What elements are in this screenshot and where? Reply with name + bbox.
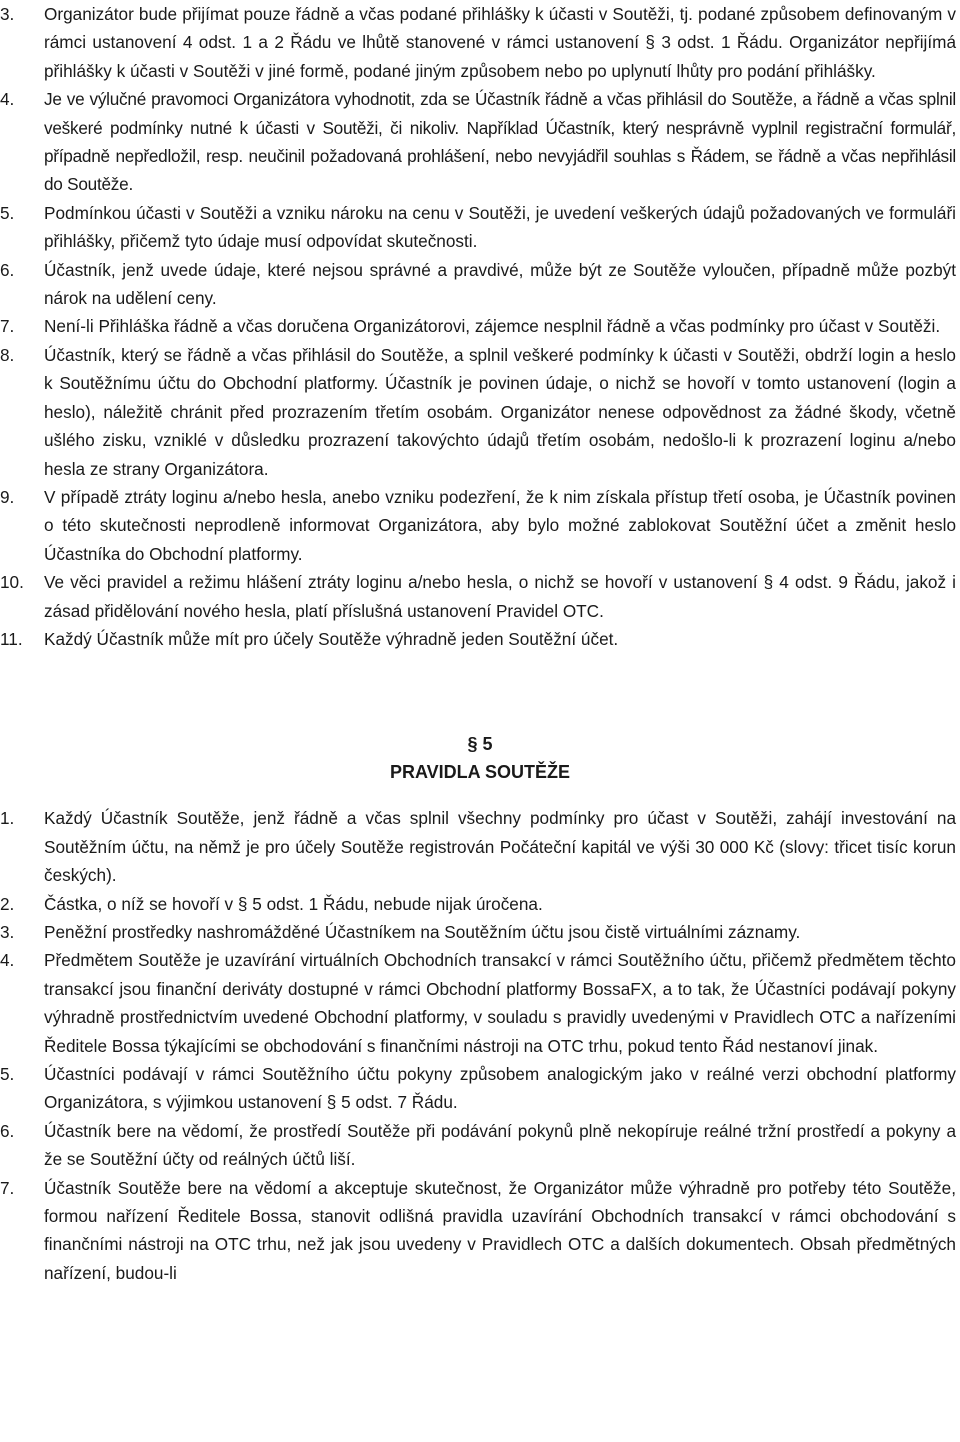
list-item [0, 256, 960, 313]
section-4-items [0, 0, 960, 653]
section-sign: § 5 [467, 734, 493, 755]
item-text: Peněžní prostředky nashromážděné Účastníkem na Soutěžním účtu jsou čistě virtuálními záznamy. [44, 921, 801, 942]
item-number: 5. [0, 202, 15, 223]
item-text: Ve věci pravidel a režimu hlášení ztráty loginu a/nebo hesla, o nichž se hovoří v ustanovení § 4 odst. 9 Řádu, jakož i zásad přidělování nového hesla, platí příslušná ustanovení Pravidel OTC. [44, 572, 956, 621]
list-item [0, 312, 960, 340]
list-item [0, 918, 960, 946]
item-text: Je ve výlučné pravomoci Organizátora vyhodnotit, zda se Účastník řádně a včas přihlásil do Soutěže, a řádně a včas splnil veškeré podmínky nutné k účasti v Soutěži, či nikoliv. Například Účastník, který nesprávně vyplnil registrační formulář, případně nepředložil, resp. neučinil požadovaná prohlášení, nebo nevyjádřil souhlas s Řádem, se řádně a včas nepřihlásil do Soutěže. [44, 89, 956, 195]
item-number: 10. [0, 572, 24, 593]
list-item [0, 946, 960, 1060]
list-item [0, 625, 960, 653]
item-text: Účastník, který se řádně a včas přihlásil do Soutěže, a splnil veškeré podmínky k účasti v Soutěži, obdrží login a heslo k Soutěžnímu účtu do Obchodní platformy. Účastník je povinen údaje, o nichž se hovoří v tomto ustanovení (login a heslo), náležitě chránit před prozrazením třetím osobám. Organizátor nenese odpovědnost za žádné škody, včetně ušlého zisku, vzniklé v důsledku prozrazení takovýchto údajů třetím osobám, nedošlo-li k prozrazení loginu a/nebo hesla ze strany Organizátora. [44, 344, 956, 479]
list-item [0, 483, 960, 568]
item-number: 4. [0, 89, 15, 110]
list-item [0, 0, 960, 85]
item-text: Částka, o níž se hovoří v § 5 odst. 1 Řádu, nebude nijak úročena. [44, 893, 543, 914]
section-title: PRAVIDLA SOUTĚŽE [389, 762, 570, 783]
item-text: Každý Účastník Soutěže, jenž řádně a včas splnil všechny podmínky pro účast v Soutěži, zahájí investování na Soutěžním účtu, na němž je pro účely Soutěže registrován Počáteční kapitál ve výši 30 000 Kč (slovy: třicet tisíc korun českých). [44, 808, 956, 886]
item-text: Organizátor bude přijímat pouze řádně a včas podané přihlášky k účasti v Soutěži, tj. podané způsobem definovaným v rámci ustanovení 4 odst. 1 a 2 Řádu ve lhůtě stanovené v rámci ustanovení § 3 odst. 1 Řádu. Organizátor nepřijímá přihlášky k účasti v Soutěži v jiné formě, podané jiným způsobem nebo po uplynutí lhůty pro podání přihlášky. [44, 4, 956, 81]
item-number: 6. [0, 259, 15, 280]
item-number: 1. [0, 808, 15, 829]
list-item [0, 804, 960, 889]
item-text: Každý Účastník může mít pro účely Soutěže výhradně jeden Soutěžní účet. [44, 628, 619, 649]
list-item [0, 1060, 960, 1117]
item-text: Účastník bere na vědomí, že prostředí Soutěže při podávání pokynů plně nekopíruje reálné tržní prostředí a pokyny a že se Soutěžní účty od reálných účtů liší. [44, 1120, 956, 1170]
list-item [0, 568, 960, 625]
item-number: 11. [0, 628, 23, 649]
item-number: 2. [0, 893, 15, 914]
item-number: 3. [0, 921, 15, 942]
item-text: Účastník Soutěže bere na vědomí a akceptuje skutečnost, že Organizátor může výhradně pro potřeby této Soutěže, formou nařízení Ředitele Bossa, stanovit odlišná pravidla uzavírání Obchodních transakcí v rámci obchodování s finančními nástroji na OTC trhu, než jak jsou uvedeny v Pravidlech OTC a dalších dokumentech. Obsah předmětných nařízení, budou-li [44, 1177, 956, 1283]
item-number: 6. [0, 1120, 15, 1141]
list-item [0, 85, 960, 199]
list-item [0, 341, 960, 483]
section-5-items [0, 804, 960, 1287]
item-text: V případě ztráty loginu a/nebo hesla, anebo vzniku podezření, že k nim získala přístup třetí osoba, je Účastník povinen o této skutečnosti neprodleně informovat Organizátora, aby bylo možné zablokovat Soutěžní účet a změnit heslo Účastníka do Obchodní platformy. [44, 486, 956, 564]
item-text: Podmínkou účasti v Soutěži a vzniku nároku na cenu v Soutěži, je uvedení veškerých údajů požadovaných ve formuláři přihlášky, přičemž tyto údaje musí odpovídat skutečnosti. [44, 202, 956, 252]
item-number: 4. [0, 950, 15, 971]
item-number: 8. [0, 344, 15, 365]
list-item [0, 1174, 960, 1288]
item-text: Účastník, jenž uvede údaje, které nejsou správné a pravdivé, může být ze Soutěže vyloučen, případně může pozbýt nárok na udělení ceny. [44, 259, 956, 309]
item-number: 7. [0, 316, 15, 337]
item-text: Není-li Přihláška řádně a včas doručena Organizátorovi, zájemce nesplnil řádně a včas podmínky pro účast v Soutěži. [44, 316, 941, 337]
item-number: 9. [0, 486, 15, 507]
list-item [0, 199, 960, 256]
item-number: 3. [0, 4, 15, 24]
item-text: Předmětem Soutěže je uzavírání virtuálních Obchodních transakcí v rámci Soutěžního účtu, přičemž předmětem těchto transakcí jsou finanční deriváty dostupné v rámci Obchodní platformy BossaFX, a to tak, že Účastníci podávají pokyny výhradně prostřednictvím uvedené Obchodní platformy, v souladu s pravidly uvedenými v Pravidlech OTC a nařízeními Ředitele Bossa týkajícími se obchodování s finančními nástroji na OTC trhu, pokud tento Řád nestanoví jinak. [44, 950, 956, 1056]
item-text: Účastníci podávají v rámci Soutěžního účtu pokyny způsobem analogickým jako v reálné verzi obchodní platformy Organizátora, s výjimkou ustanovení § 5 odst. 7 Řádu. [44, 1064, 956, 1113]
list-item [0, 1117, 960, 1174]
item-number: 7. [0, 1177, 15, 1198]
item-number: 5. [0, 1064, 15, 1084]
list-item [0, 890, 960, 918]
